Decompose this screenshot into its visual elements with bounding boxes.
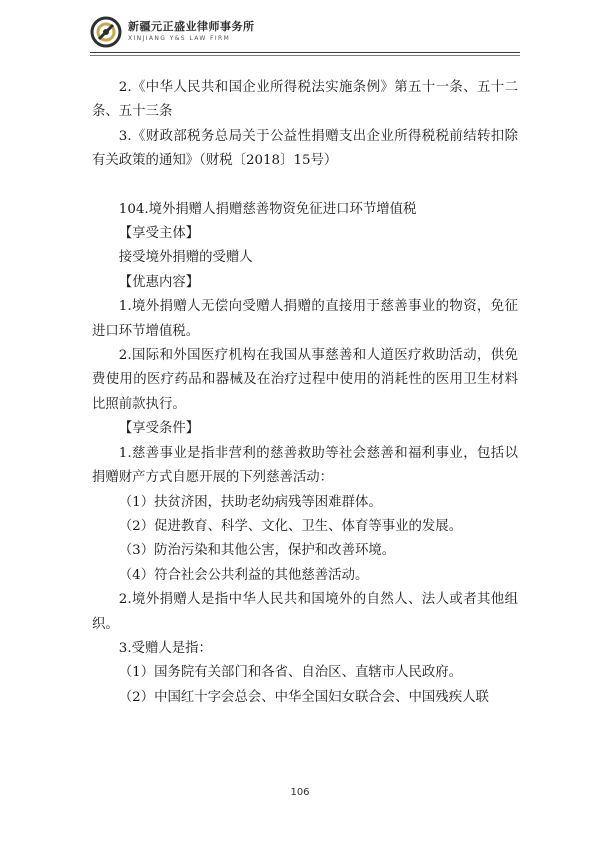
paragraph: 接受境外捐赠的受赠人 [118,250,253,266]
list-item: （3）防治污染和其他公害，保护和改善环境。 [118,543,396,559]
paragraph: 2.国际和外国医疗机构在我国从事慈善和人道医疗救助活动，供免费使用的医疗药品和器械及在治疗过程中使用的消耗性的医用卫生材料比照前款执行。 [92,348,518,412]
list-item: （2）促进教育、科学、文化、卫生、体育等事业的发展。 [118,518,463,534]
paragraph: 2.《中华人民共和国企业所得税法实施条例》第五十一条、五十二条、五十三条 [92,80,518,120]
firm-name-cn: 新疆元正盛业律师事务所 [128,20,255,33]
page-header [90,16,520,56]
subheading: 【优惠内容】 [118,274,200,290]
firm-logo-icon [90,16,122,48]
subheading: 【享受条件】 [118,421,200,437]
firm-name-en: XINJIANG Y&S LAW FIRM [128,35,231,42]
list-item: （1）扶贫济困，扶助老幼病残等困难群体。 [118,494,382,510]
paragraph: 1.境外捐赠人无偿向受赠人捐赠的直接用于慈善事业的物资，免征进口环节增值税。 [92,299,518,339]
list-item: （1）国务院有关部门和各省、自治区、直辖市人民政府。 [118,665,463,681]
header-rule [90,52,520,53]
list-item: （2）中国红十字会总会、中华全国妇女联合会、中国残疾人联 [118,689,489,705]
document-body [92,76,518,710]
spacer [92,174,518,198]
paragraph: 3.《财政部税务总局关于公益性捐赠支出企业所得税税前结转扣除有关政策的通知》（财税〔2018〕15号） [92,128,518,169]
subheading: 【享受主体】 [118,226,200,242]
list-item: （4）符合社会公共利益的其他慈善活动。 [118,567,369,583]
paragraph: 1.慈善事业是指非营利的慈善救助等社会慈善和福利事业，包括以捐赠财产方式自愿开展的下列慈善活动： [92,445,518,486]
section-heading: 104.境外捐赠人捐赠慈善物资免征进口环节增值税 [118,201,417,217]
paragraph: 3.受赠人是指： [118,640,212,656]
header-rule-thin [90,55,520,56]
paragraph: 2.境外捐赠人是指中华人民共和国境外的自然人、法人或者其他组织。 [92,592,518,632]
page-number: 106 [290,787,310,798]
